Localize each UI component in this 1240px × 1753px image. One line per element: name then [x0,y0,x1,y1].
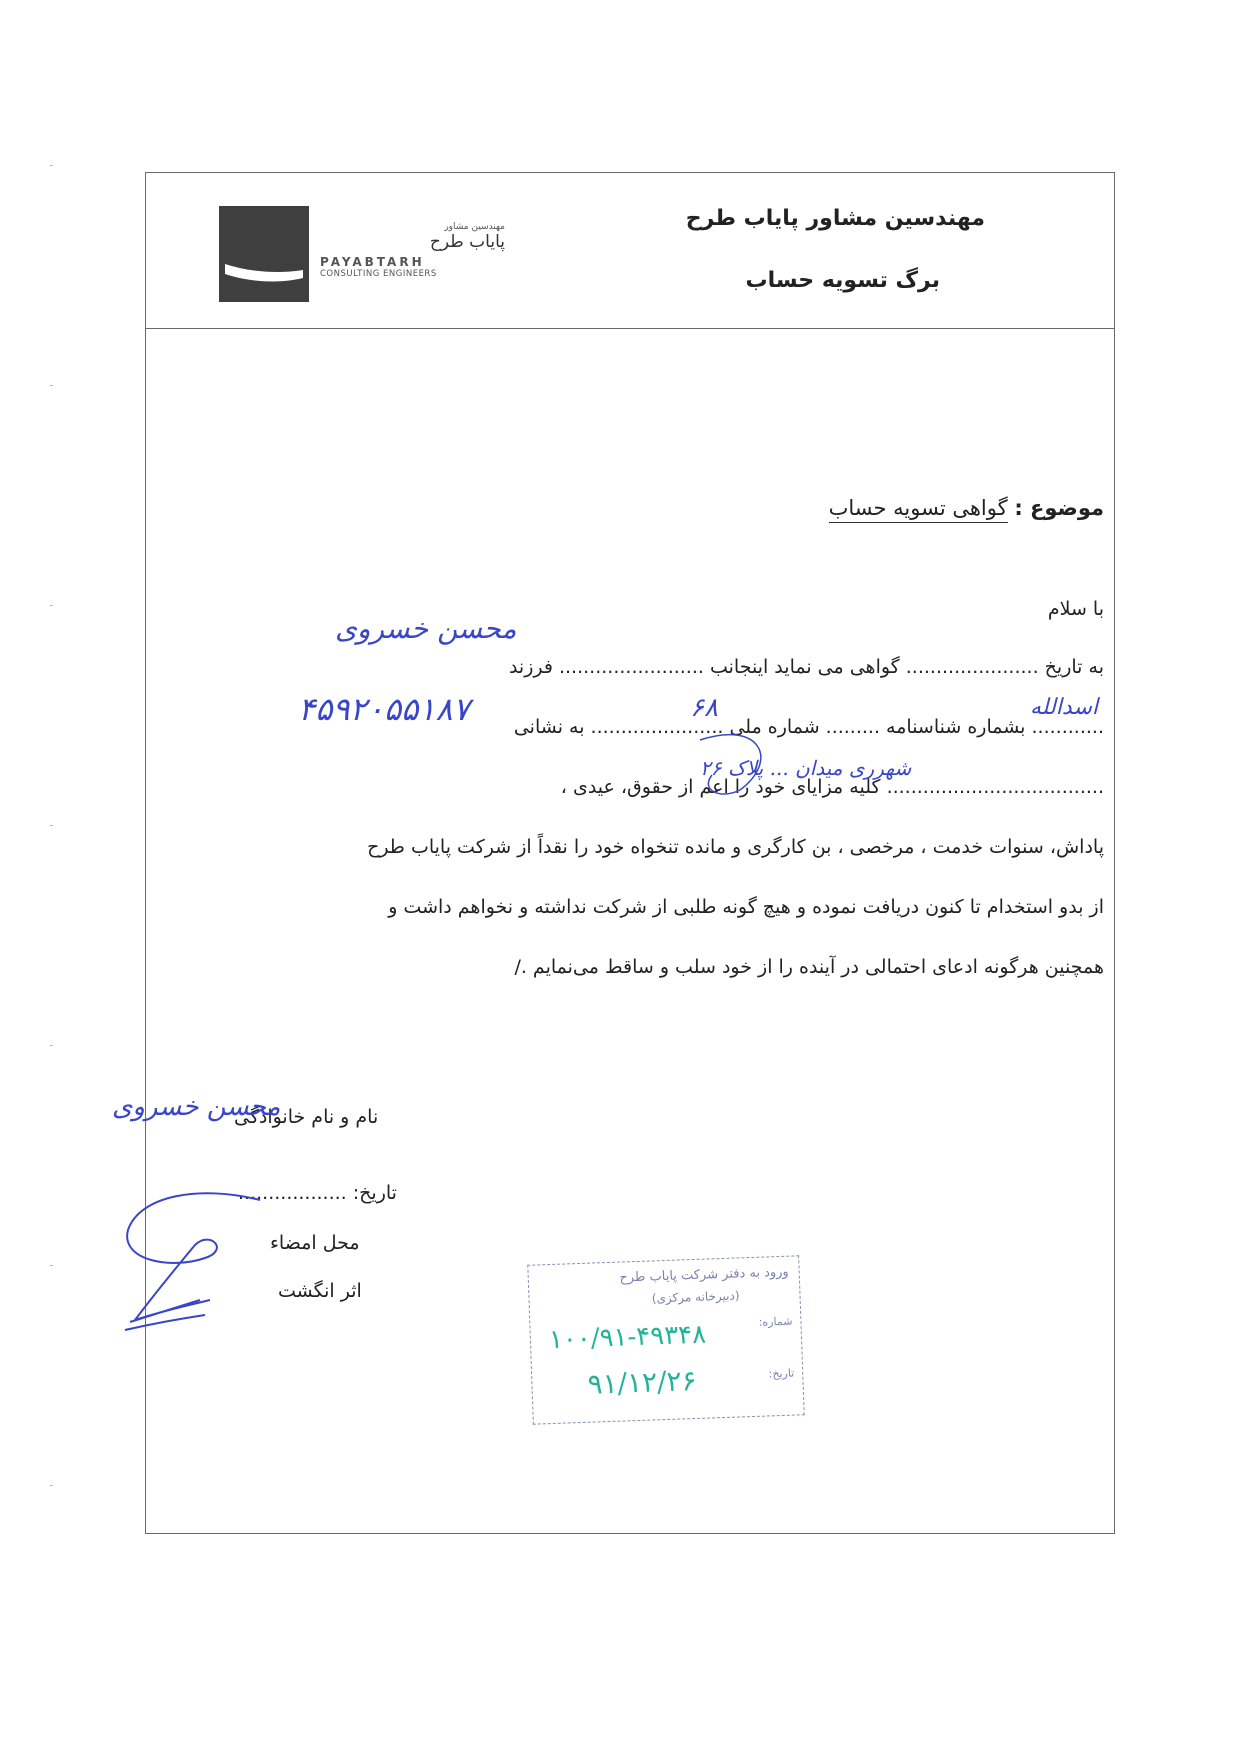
handwritten-employee-name: محسن خسروی [335,612,517,645]
stamp-date-value: ۹۱/۱۲/۲۶ [586,1363,698,1401]
stamp-line-2: (دبیرخانه مرکزی) [651,1288,740,1306]
company-name: مهندسین مشاور پایاب طرح [685,206,985,231]
body-line-3: .................................... کلیه مزایای خود را اعم از حقوق، عیدی ، [560,776,1104,798]
fingerprint-label: اثر انگشت [278,1280,362,1302]
stamp-number-label: شماره: [758,1314,793,1329]
handwritten-signature-name: محسن خسروی [112,1092,281,1122]
stamp-date-label: تاریخ: [768,1366,795,1381]
subject-label: موضوع : [1014,496,1104,520]
greeting: با سلام [1047,598,1104,620]
handwritten-national-id: ۴۵۹۲۰۵۵۱۸۷ [298,690,470,728]
body-line-4: پاداش، سنوات خدمت ، مرخصی ، بن کارگری و مانده تنخواه خود را نقداً از شرکت پایاب طرح [367,836,1104,858]
handwritten-birth-cert-no: ۶۸ [690,693,718,723]
handwritten-address: شهرری میدان ... پلاک ۲۶ [700,756,912,780]
subject-value: گواهی تسویه حساب [829,496,1008,523]
date-label: تاریخ: .................. [238,1182,397,1204]
signature-place-label: محل امضاء [270,1232,360,1254]
logo-english-name: PAYABTARH [320,255,425,269]
name-label: نام و نام خانوادگی [234,1106,379,1128]
stamp-number-value: ۱۰۰/۹۱-۴۹۳۴۸ [548,1319,707,1356]
body-line-2: ............ بشماره شناسنامه ......... شماره ملی ...................... به نشانی [513,716,1104,738]
stamp-line-1: ورود به دفتر شرکت پایاب طرح [619,1264,789,1286]
logo-english-sub: CONSULTING ENGINEERS [320,269,437,279]
logo-persian-name: پایاب طرح [429,232,505,252]
body-line-6: همچنین هرگونه ادعای احتمالی در آینده را از خود سلب و ساقط می‌نمایم ./ [514,956,1104,978]
registration-stamp [527,1255,804,1424]
handwritten-father-name: اسدالله [1030,695,1098,720]
form-title: برگ تسویه حساب [745,268,940,293]
body-line-1: به تاریخ ...................... گواهی می نماید اینجانب ........................ فرزند [508,656,1104,678]
logo-small-text: مهندسین مشاور [444,222,505,232]
body-line-5: از بدو استخدام تا کنون دریافت نموده و هیچ گونه طلبی از شرکت نداشته و نخواهم داشت و [388,896,1104,918]
